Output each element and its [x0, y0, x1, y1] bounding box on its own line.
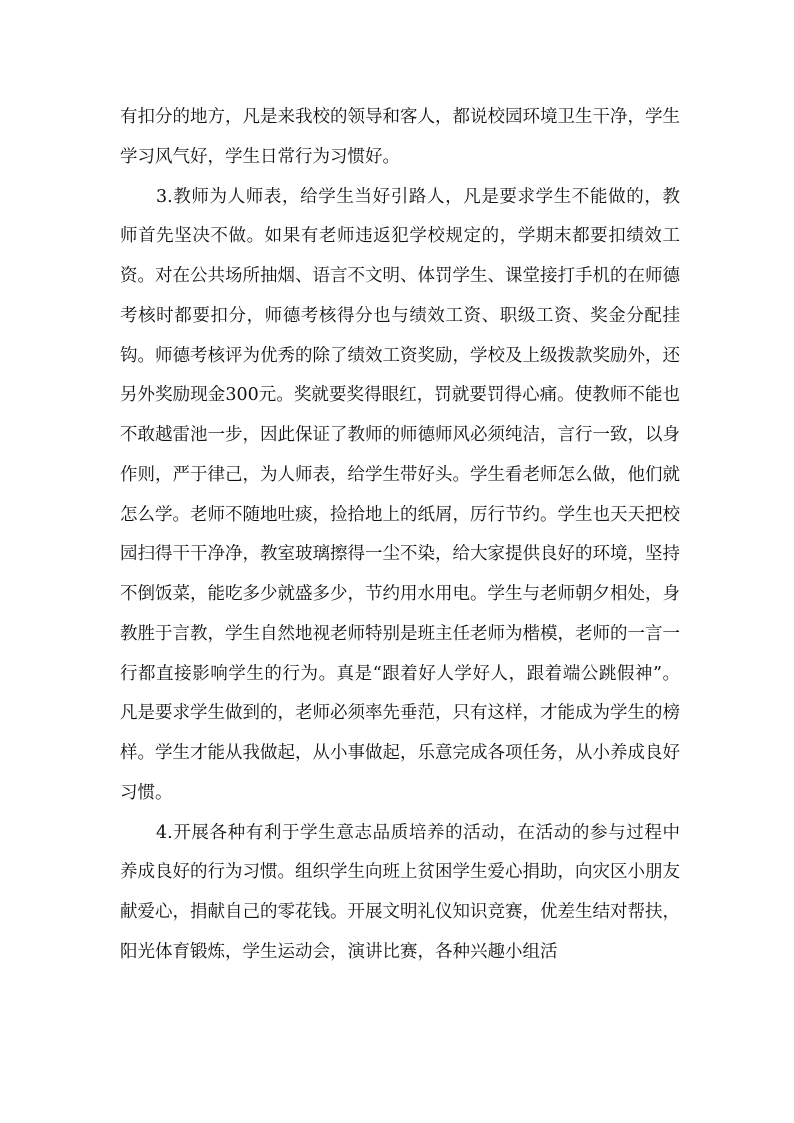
paragraph-item-4: 4.开展各种有利于学生意志品质培养的活动，在活动的参与过程中养成良好的行为习惯。组织学生向班上贫困学生爱心捐助，向灾区小朋友献爱心，捐献自己的零花钱。开展文明礼仪知识竞赛，优差生结对帮扶，阳光体育锻炼，学生运动会，演讲比赛，各种兴趣小组活 — [120, 822, 680, 962]
body-text — [120, 98, 680, 973]
paragraph-continuation: 有扣分的地方，凡是来我校的领导和客人，都说校园环境卫生干净，学生学习风气好，学生日常行为习惯好。 — [120, 107, 680, 167]
paragraph-item-3: 3.教师为人师表，给学生当好引路人，凡是要求学生不能做的，教师首先坚决不做。如果有老师违返犯学校规定的，学期末都要扣绩效工资。对在公共场所抽烟、语言不文明、体罚学生、课堂接打手机的在师德考核时都要扣分，师德考核得分也与绩效工资、职级工资、奖金分配挂钩。师德考核评为优秀的除了绩效工资奖励，学校及上级拨款奖励外，还另外奖励现金300元。奖就要奖得眼红，罚就要罚得心痛。使教师不能也不敢越雷池一步，因此保证了教师的师德师风必须纯洁，言行一致，以身作则，严于律己，为人师表，给学生带好头。学生看老师怎么做，他们就怎么学。老师不随地吐痰，捡拾地上的纸屑，厉行节约。学生也天天把校园扫得干干净净，教室玻璃擦得一尘不染，给大家提供良好的环境，坚持不倒饭菜，能吃多少就盛多少，节约用水用电。学生与老师朝夕相处，身教胜于言教，学生自然地视老师特别是班主任老师为楷模，老师的一言一行都直接影响学生的行为。真是“跟着好人学好人，跟着端公跳假神”。凡是要求学生做到的，老师必须率先垂范，只有这样，才能成为学生的榜样。学生才能从我做起，从小事做起，乐意完成各项任务，从小养成良好习惯。 — [120, 186, 680, 803]
